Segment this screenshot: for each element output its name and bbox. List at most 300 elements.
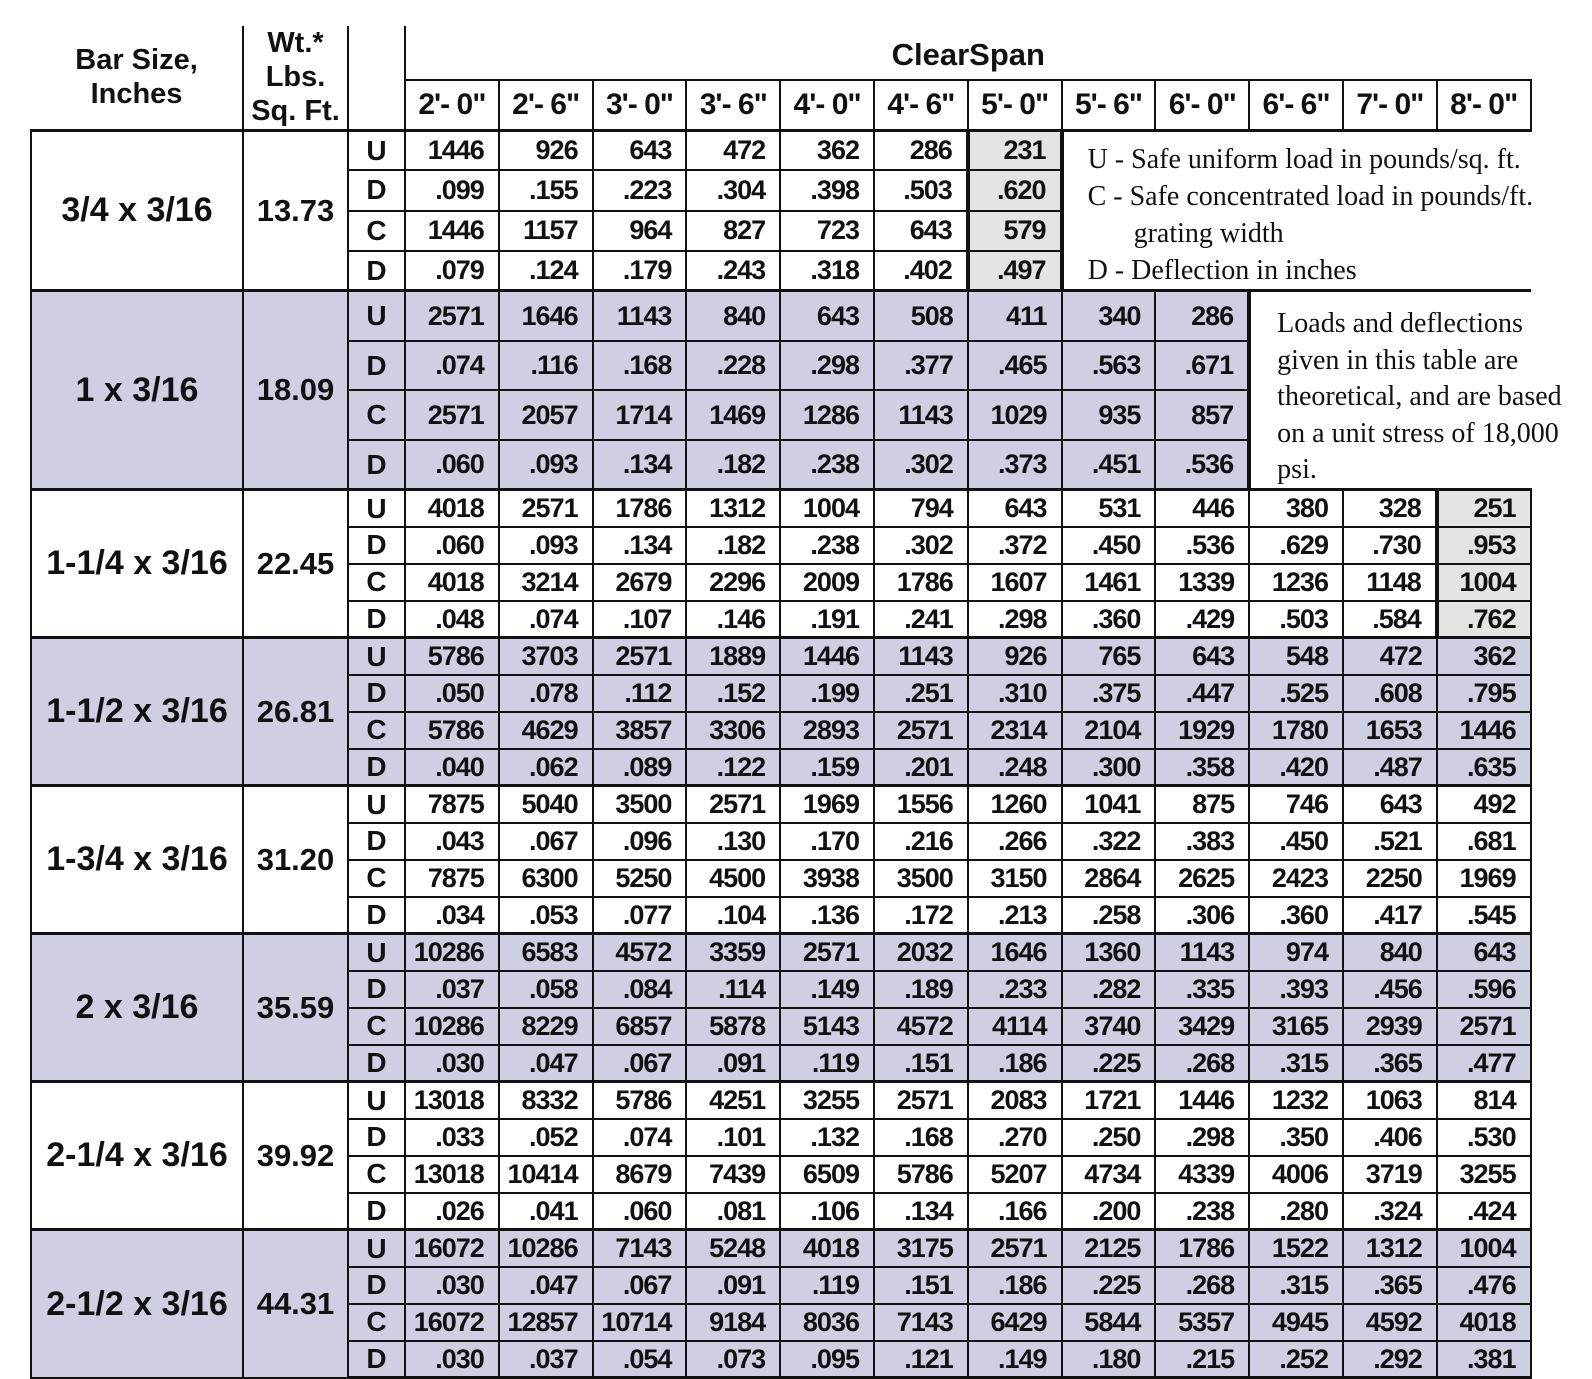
value-cell: 1143	[874, 390, 968, 440]
value-cell: .122	[686, 749, 780, 786]
table-row	[31, 934, 1531, 971]
value-cell: .112	[593, 675, 687, 712]
value-cell: .058	[499, 971, 593, 1008]
bar-size-cell: 1-1/4 x 3/16	[31, 490, 243, 638]
value-cell: .233	[968, 971, 1062, 1008]
value-cell: 3165	[1249, 1008, 1343, 1045]
value-cell: 3857	[593, 712, 687, 749]
measure-label-cell: D	[348, 823, 405, 860]
value-cell: 286	[874, 130, 968, 170]
value-cell: 4018	[405, 564, 499, 601]
value-cell: 4572	[874, 1008, 968, 1045]
measure-label-cell: D	[348, 1193, 405, 1230]
value-cell: .186	[968, 1045, 1062, 1082]
value-cell: 5786	[874, 1156, 968, 1193]
value-cell: 3703	[499, 638, 593, 675]
note-text: Loads and deflections given in this table are theoretical, and are based on a unit stress of 18,000 psi.	[1277, 308, 1562, 486]
weight-header	[243, 26, 348, 130]
value-cell: .114	[686, 971, 780, 1008]
value-cell: .047	[499, 1045, 593, 1082]
value-cell: .037	[499, 1341, 593, 1378]
legend-concentrated: C - Safe concentrated load in pounds/ft.	[1087, 180, 1534, 212]
value-cell: 794	[874, 490, 968, 527]
value-cell: 3719	[1343, 1156, 1437, 1193]
value-cell: 1653	[1343, 712, 1437, 749]
value-cell: 1339	[1155, 564, 1249, 601]
value-cell: .298	[968, 601, 1062, 638]
table-row	[31, 1082, 1531, 1119]
value-cell: .216	[874, 823, 968, 860]
value-cell: .315	[1249, 1045, 1343, 1082]
span-header: 7'- 0"	[1343, 80, 1437, 130]
value-cell: 328	[1343, 490, 1437, 527]
value-cell: 4251	[686, 1082, 780, 1119]
value-cell: 2571	[499, 490, 593, 527]
value-cell: .381	[1437, 1341, 1531, 1378]
value-cell: .497	[968, 251, 1062, 291]
value-cell: 4006	[1249, 1156, 1343, 1193]
measure-label-cell: D	[348, 897, 405, 934]
legend-concentrated-cont: grating width	[1133, 217, 1284, 249]
value-cell: .030	[405, 1045, 499, 1082]
value-cell: .136	[780, 897, 874, 934]
value-cell: .079	[405, 251, 499, 291]
value-cell: 2864	[1062, 860, 1156, 897]
weight-cell: 31.20	[243, 786, 348, 934]
value-cell: 643	[968, 490, 1062, 527]
value-cell: 3255	[1437, 1156, 1531, 1193]
value-cell: .420	[1249, 749, 1343, 786]
value-cell: .050	[405, 675, 499, 712]
value-cell: 531	[1062, 490, 1156, 527]
value-cell: .053	[499, 897, 593, 934]
value-cell: .074	[593, 1119, 687, 1156]
value-cell: .406	[1343, 1119, 1437, 1156]
value-cell: .225	[1062, 1045, 1156, 1082]
value-cell: 1029	[968, 390, 1062, 440]
value-cell: .584	[1343, 601, 1437, 638]
value-cell: .200	[1062, 1193, 1156, 1230]
value-cell: .953	[1437, 527, 1531, 564]
value-cell: 9184	[686, 1304, 780, 1341]
value-cell: 2679	[593, 564, 687, 601]
measure-label-cell: C	[348, 211, 405, 251]
value-cell: .465	[968, 341, 1062, 391]
value-cell: .243	[686, 251, 780, 291]
value-cell: 2939	[1343, 1008, 1437, 1045]
value-cell: 1260	[968, 786, 1062, 823]
value-cell: .101	[686, 1119, 780, 1156]
value-cell: 643	[1155, 638, 1249, 675]
value-cell: .393	[1249, 971, 1343, 1008]
weight-cell: 26.81	[243, 638, 348, 786]
value-cell: 13018	[405, 1156, 499, 1193]
value-cell: 5786	[593, 1082, 687, 1119]
measure-label-cell: D	[348, 601, 405, 638]
value-cell: .052	[499, 1119, 593, 1156]
value-cell: 5844	[1062, 1304, 1156, 1341]
measure-label-cell: C	[348, 860, 405, 897]
value-cell: .620	[968, 170, 1062, 210]
value-cell: .043	[405, 823, 499, 860]
value-cell: 1786	[1155, 1230, 1249, 1267]
value-cell: .730	[1343, 527, 1437, 564]
value-cell: 1721	[1062, 1082, 1156, 1119]
value-cell: .477	[1437, 1045, 1531, 1082]
value-cell: 1929	[1155, 712, 1249, 749]
value-cell: .047	[499, 1267, 593, 1304]
value-cell: 7439	[686, 1156, 780, 1193]
measure-label-header	[348, 26, 405, 130]
value-cell: .250	[1062, 1119, 1156, 1156]
value-cell: .417	[1343, 897, 1437, 934]
value-cell: .074	[405, 341, 499, 391]
value-cell: .521	[1343, 823, 1437, 860]
measure-label-cell: U	[348, 130, 405, 170]
value-cell: 1004	[780, 490, 874, 527]
value-cell: 4018	[1437, 1304, 1531, 1341]
value-cell: 4734	[1062, 1156, 1156, 1193]
value-cell: 1063	[1343, 1082, 1437, 1119]
value-cell: 492	[1437, 786, 1531, 823]
value-cell: 1607	[968, 564, 1062, 601]
value-cell: 380	[1249, 490, 1343, 527]
value-cell: .248	[968, 749, 1062, 786]
value-cell: .119	[780, 1045, 874, 1082]
value-cell: .258	[1062, 897, 1156, 934]
measure-label-cell: U	[348, 638, 405, 675]
value-cell: .119	[780, 1267, 874, 1304]
value-cell: 1236	[1249, 564, 1343, 601]
value-cell: .189	[874, 971, 968, 1008]
weight-header-line2: Lbs.	[265, 61, 326, 94]
value-cell: .060	[405, 527, 499, 564]
value-cell: 926	[499, 130, 593, 170]
bar-size-cell: 1 x 3/16	[31, 291, 243, 490]
value-cell: .077	[593, 897, 687, 934]
value-cell: 1143	[874, 638, 968, 675]
value-cell: 643	[1437, 934, 1531, 971]
value-cell: .450	[1062, 527, 1156, 564]
value-cell: .179	[593, 251, 687, 291]
value-cell: .215	[1155, 1341, 1249, 1378]
value-cell: .201	[874, 749, 968, 786]
table-row	[31, 786, 1531, 823]
value-cell: .213	[968, 897, 1062, 934]
value-cell: 1312	[686, 490, 780, 527]
value-cell: .168	[593, 341, 687, 391]
value-cell: .302	[874, 440, 968, 490]
value-cell: .536	[1155, 440, 1249, 490]
span-header: 4'- 0"	[780, 80, 874, 130]
measure-label-cell: C	[348, 1156, 405, 1193]
value-cell: .130	[686, 823, 780, 860]
value-cell: .398	[780, 170, 874, 210]
bar-size-header	[31, 26, 243, 130]
value-cell: .121	[874, 1341, 968, 1378]
value-cell: .536	[1155, 527, 1249, 564]
value-cell: .180	[1062, 1341, 1156, 1378]
value-cell: 579	[968, 211, 1062, 251]
value-cell: .456	[1343, 971, 1437, 1008]
value-cell: .304	[686, 170, 780, 210]
value-cell: .149	[968, 1341, 1062, 1378]
value-cell: .358	[1155, 749, 1249, 786]
value-cell: .026	[405, 1193, 499, 1230]
value-cell: .762	[1437, 601, 1531, 638]
span-header: 4'- 6"	[874, 80, 968, 130]
value-cell: 857	[1155, 390, 1249, 440]
weight-cell: 44.31	[243, 1230, 348, 1378]
value-cell: .360	[1062, 601, 1156, 638]
value-cell: 16072	[405, 1230, 499, 1267]
value-cell: 3740	[1062, 1008, 1156, 1045]
value-cell: 10286	[405, 934, 499, 971]
span-header: 2'- 6"	[499, 80, 593, 130]
value-cell: 1446	[405, 211, 499, 251]
value-cell: .168	[874, 1119, 968, 1156]
value-cell: 2571	[405, 390, 499, 440]
value-cell: 1446	[780, 638, 874, 675]
value-cell: .298	[780, 341, 874, 391]
legend-uniform: U - Safe uniform load in pounds/sq. ft.	[1087, 143, 1521, 175]
value-cell: .096	[593, 823, 687, 860]
weight-cell: 39.92	[243, 1082, 348, 1230]
value-cell: 7875	[405, 860, 499, 897]
value-cell: .172	[874, 897, 968, 934]
table-row	[31, 291, 1531, 341]
measure-label-cell: U	[348, 1082, 405, 1119]
value-cell: .503	[874, 170, 968, 210]
value-cell: .067	[593, 1267, 687, 1304]
table-row	[31, 130, 1531, 170]
value-cell: .545	[1437, 897, 1531, 934]
table-row	[31, 490, 1531, 527]
value-cell: .375	[1062, 675, 1156, 712]
value-cell: 5786	[405, 712, 499, 749]
measure-label-cell: D	[348, 1267, 405, 1304]
value-cell: 1157	[499, 211, 593, 251]
value-cell: 362	[1437, 638, 1531, 675]
value-cell: 1889	[686, 638, 780, 675]
value-cell: .054	[593, 1341, 687, 1378]
value-cell: 1004	[1437, 564, 1531, 601]
value-cell: .099	[405, 170, 499, 210]
value-cell: 1360	[1062, 934, 1156, 971]
load-table	[30, 26, 1562, 1379]
value-cell: 3500	[593, 786, 687, 823]
value-cell: 2104	[1062, 712, 1156, 749]
value-cell: 643	[1343, 786, 1437, 823]
value-cell: 2571	[1437, 1008, 1531, 1045]
value-cell: 4114	[968, 1008, 1062, 1045]
value-cell: .134	[874, 1193, 968, 1230]
bar-size-header-line2: Inches	[90, 78, 183, 111]
value-cell: 8332	[499, 1082, 593, 1119]
span-header: 5'- 6"	[1062, 80, 1156, 130]
weight-header-line1: Wt.*	[267, 27, 324, 59]
value-cell: .383	[1155, 823, 1249, 860]
measure-label-cell: D	[348, 341, 405, 391]
value-cell: 10414	[499, 1156, 593, 1193]
value-cell: .159	[780, 749, 874, 786]
value-cell: 4018	[780, 1230, 874, 1267]
value-cell: .134	[593, 527, 687, 564]
value-cell: .530	[1437, 1119, 1531, 1156]
value-cell: .091	[686, 1045, 780, 1082]
value-cell: 1646	[968, 934, 1062, 971]
value-cell: 1143	[593, 291, 687, 341]
value-cell: 4339	[1155, 1156, 1249, 1193]
measure-label-cell: D	[348, 749, 405, 786]
value-cell: 2009	[780, 564, 874, 601]
value-cell: 643	[874, 211, 968, 251]
value-cell: 1232	[1249, 1082, 1343, 1119]
value-cell: 5207	[968, 1156, 1062, 1193]
value-cell: 3214	[499, 564, 593, 601]
measure-label-cell: U	[348, 1230, 405, 1267]
value-cell: 4592	[1343, 1304, 1437, 1341]
value-cell: 1148	[1343, 564, 1437, 601]
value-cell: 1469	[686, 390, 780, 440]
value-cell: 2571	[874, 1082, 968, 1119]
value-cell: .030	[405, 1267, 499, 1304]
value-cell: .104	[686, 897, 780, 934]
value-cell: .476	[1437, 1267, 1531, 1304]
value-cell: 2057	[499, 390, 593, 440]
clearspan-title: ClearSpan	[405, 26, 1531, 80]
value-cell: 840	[1343, 934, 1437, 971]
value-cell: .563	[1062, 341, 1156, 391]
value-cell: .199	[780, 675, 874, 712]
value-cell: 643	[780, 291, 874, 341]
value-cell: .451	[1062, 440, 1156, 490]
value-cell: 5878	[686, 1008, 780, 1045]
value-cell: .146	[686, 601, 780, 638]
value-cell: .318	[780, 251, 874, 291]
value-cell: .429	[1155, 601, 1249, 638]
value-cell: 2032	[874, 934, 968, 971]
value-cell: 1446	[405, 130, 499, 170]
value-cell: .322	[1062, 823, 1156, 860]
value-cell: .795	[1437, 675, 1531, 712]
value-cell: .033	[405, 1119, 499, 1156]
value-cell: .095	[780, 1341, 874, 1378]
measure-label-cell: D	[348, 170, 405, 210]
value-cell: .268	[1155, 1267, 1249, 1304]
value-cell: 4629	[499, 712, 593, 749]
value-cell: .238	[780, 527, 874, 564]
value-cell: .166	[968, 1193, 1062, 1230]
note-block	[1249, 291, 1562, 490]
value-cell: .671	[1155, 341, 1249, 391]
value-cell: 643	[593, 130, 687, 170]
value-cell: 2571	[780, 934, 874, 971]
value-cell: .060	[593, 1193, 687, 1230]
value-cell: 6300	[499, 860, 593, 897]
value-cell: 840	[686, 291, 780, 341]
measure-label-cell: D	[348, 1119, 405, 1156]
value-cell: .060	[405, 440, 499, 490]
measure-label-cell: D	[348, 971, 405, 1008]
value-cell: .030	[405, 1341, 499, 1378]
value-cell: 2625	[1155, 860, 1249, 897]
measure-label-cell: D	[348, 527, 405, 564]
weight-header-line3: Sq. Ft.	[251, 95, 340, 128]
value-cell: 1714	[593, 390, 687, 440]
span-header: 2'- 0"	[405, 80, 499, 130]
value-cell: .225	[1062, 1267, 1156, 1304]
value-cell: .372	[968, 527, 1062, 564]
value-cell: .155	[499, 170, 593, 210]
value-cell: .280	[1249, 1193, 1343, 1230]
table-row	[31, 1230, 1531, 1267]
value-cell: 508	[874, 291, 968, 341]
value-cell: .306	[1155, 897, 1249, 934]
weight-cell: 35.59	[243, 934, 348, 1082]
value-cell: 814	[1437, 1082, 1531, 1119]
value-cell: .302	[874, 527, 968, 564]
value-cell: .402	[874, 251, 968, 291]
value-cell: 1143	[1155, 934, 1249, 971]
measure-label-cell: C	[348, 390, 405, 440]
value-cell: .681	[1437, 823, 1531, 860]
value-cell: .268	[1155, 1045, 1249, 1082]
value-cell: .067	[593, 1045, 687, 1082]
value-cell: .377	[874, 341, 968, 391]
value-cell: 2571	[686, 786, 780, 823]
value-cell: 1646	[499, 291, 593, 341]
value-cell: 2571	[874, 712, 968, 749]
value-cell: .350	[1249, 1119, 1343, 1156]
value-cell: 4945	[1249, 1304, 1343, 1341]
value-cell: 1786	[874, 564, 968, 601]
value-cell: 13018	[405, 1082, 499, 1119]
value-cell: .093	[499, 440, 593, 490]
bar-size-cell: 2-1/2 x 3/16	[31, 1230, 243, 1378]
value-cell: .078	[499, 675, 593, 712]
value-cell: .134	[593, 440, 687, 490]
value-cell: 723	[780, 211, 874, 251]
value-cell: .360	[1249, 897, 1343, 934]
value-cell: .310	[968, 675, 1062, 712]
value-cell: 3150	[968, 860, 1062, 897]
value-cell: 5250	[593, 860, 687, 897]
value-cell: 231	[968, 130, 1062, 170]
value-cell: 7875	[405, 786, 499, 823]
measure-label-cell: C	[348, 712, 405, 749]
value-cell: 8229	[499, 1008, 593, 1045]
value-cell: 2314	[968, 712, 1062, 749]
value-cell: 3500	[874, 860, 968, 897]
value-cell: .450	[1249, 823, 1343, 860]
value-cell: .084	[593, 971, 687, 1008]
value-cell: 7143	[874, 1304, 968, 1341]
value-cell: .315	[1249, 1267, 1343, 1304]
value-cell: 472	[686, 130, 780, 170]
value-cell: 1446	[1155, 1082, 1249, 1119]
bar-size-cell: 2 x 3/16	[31, 934, 243, 1082]
measure-label-cell: C	[348, 1304, 405, 1341]
value-cell: 875	[1155, 786, 1249, 823]
legend-block	[1062, 130, 1534, 291]
value-cell: 2296	[686, 564, 780, 601]
value-cell: .191	[780, 601, 874, 638]
value-cell: .074	[499, 601, 593, 638]
value-cell: .151	[874, 1045, 968, 1082]
value-cell: .170	[780, 823, 874, 860]
value-cell: 4018	[405, 490, 499, 527]
